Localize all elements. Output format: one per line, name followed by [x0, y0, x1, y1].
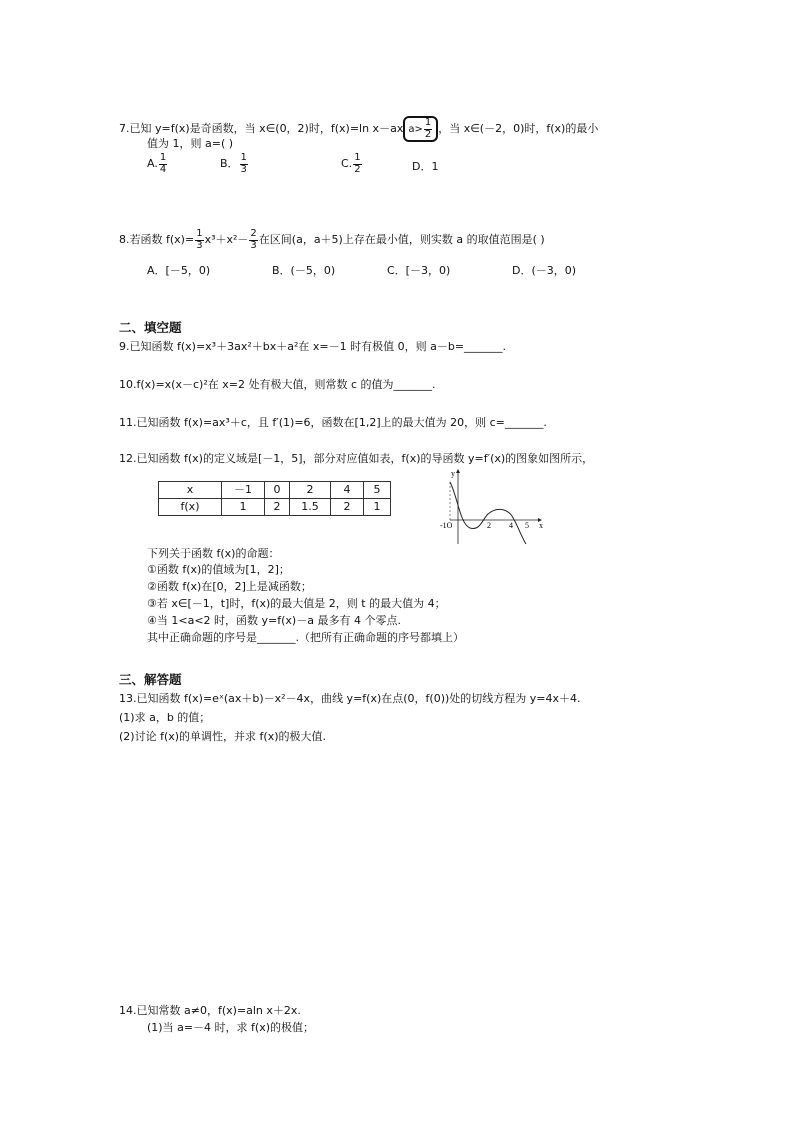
- q7-condition: a> $\frac{1}{2}$: [403, 116, 438, 142]
- q12-proposition-1: ①函数 f(x)的值域为[1，2]；: [147, 563, 290, 576]
- q13-part-2: (2)讨论 f(x)的单调性，并求 f(x)的极大值.: [119, 730, 327, 743]
- q12-ask: 其中正确命题的序号是_______.（把所有正确命题的序号都填上）: [147, 631, 464, 644]
- table-row: x －1 0 2 4 5: [159, 482, 391, 499]
- q14-stem: 14.已知常数 a≠0，f(x)=aln x＋2x.: [119, 1004, 301, 1017]
- graph-label-2: 2: [487, 521, 491, 530]
- q8-option-c: C．[－3，0): [387, 264, 451, 277]
- derivative-curve: [450, 482, 526, 544]
- q7-option-c: C. $\frac{1}{2}$: [341, 152, 361, 175]
- graph-label-y: y: [451, 469, 455, 478]
- q7-stem-b: ，当 x∈(－2，0)时，f(x)的最小: [438, 122, 599, 135]
- q7-line2: 值为 1，则 a=( ): [147, 137, 234, 150]
- q12-intro: 下列关于函数 f(x)的命题：: [147, 547, 280, 560]
- q7-stem-a: 7.已知 y=f(x)是奇函数，当 x∈(0，2)时，f(x)=ln x－ax: [119, 122, 404, 135]
- q13-stem: 13.已知函数 f(x)=eˣ(ax＋b)－x²－4x，曲线 y=f(x)在点(0，f(0))处的切线方程为 y=4x＋4.: [119, 692, 581, 705]
- q12-value-table: [158, 481, 391, 516]
- q7-option-d: D．1: [412, 160, 439, 173]
- q8-option-d: D．(－3，0): [512, 264, 577, 277]
- q9: 9.已知函数 f(x)=x³＋3ax²＋bx＋a²在 x=－1 时有极值 0，则 a－b=_______.: [119, 340, 507, 353]
- q12-derivative-graph: [436, 468, 548, 548]
- q12-proposition-2: ②函数 f(x)在[0，2]上是减函数；: [147, 580, 312, 593]
- q7-option-a: A. $\frac{1}{4}$: [147, 152, 167, 175]
- y-axis-arrow-icon: [456, 469, 460, 473]
- q12-stem: 12.已知函数 f(x)的定义域是[－1，5]，部分对应值如表，f(x)的导函数 y=f′(x)的图象如图所示，: [119, 452, 594, 465]
- q8-line1: 8.若函数 f(x)= $\frac{1}{3}$ x³＋x²－ $\frac{2}{3}$ 在区间(a，a＋5)上存在最小值，则实数 a 的取值范围是( ): [119, 228, 545, 251]
- graph-label-x: x: [539, 521, 543, 530]
- q8-option-a: A．[－5，0): [147, 264, 211, 277]
- graph-label-4: 4: [509, 521, 513, 530]
- graph-label-5: 5: [525, 521, 529, 530]
- q10: 10.f(x)=x(x－c)²在 x=2 处有极大值，则常数 c 的值为_______.: [119, 378, 436, 391]
- table-row: f(x) 1 2 1.5 2 1: [159, 499, 391, 516]
- graph-label-origin: -1O: [440, 521, 453, 530]
- q11: 11.已知函数 f(x)=ax³＋c，且 f′(1)=6，函数在[1,2]上的最大值为 20，则 c=_______.: [119, 416, 547, 429]
- q12-proposition-3: ③若 x∈[－1，t]时，f(x)的最大值是 2，则 t 的最大值为 4；: [147, 597, 446, 610]
- q12-proposition-4: ④当 1<a<2 时，函数 y=f(x)－a 最多有 4 个零点.: [147, 614, 401, 627]
- q8-option-b: B．(－5，0): [272, 264, 336, 277]
- section-answer: 三、解答题: [119, 672, 182, 687]
- q13-part-1: (1)求 a，b 的值；: [119, 711, 211, 724]
- q7-option-b: B． $\frac{1}{3}$: [220, 152, 247, 175]
- section-fill-in: 二、填空题: [119, 320, 182, 335]
- q14-part-1: (1)当 a=－4 时，求 f(x)的极值；: [147, 1021, 314, 1034]
